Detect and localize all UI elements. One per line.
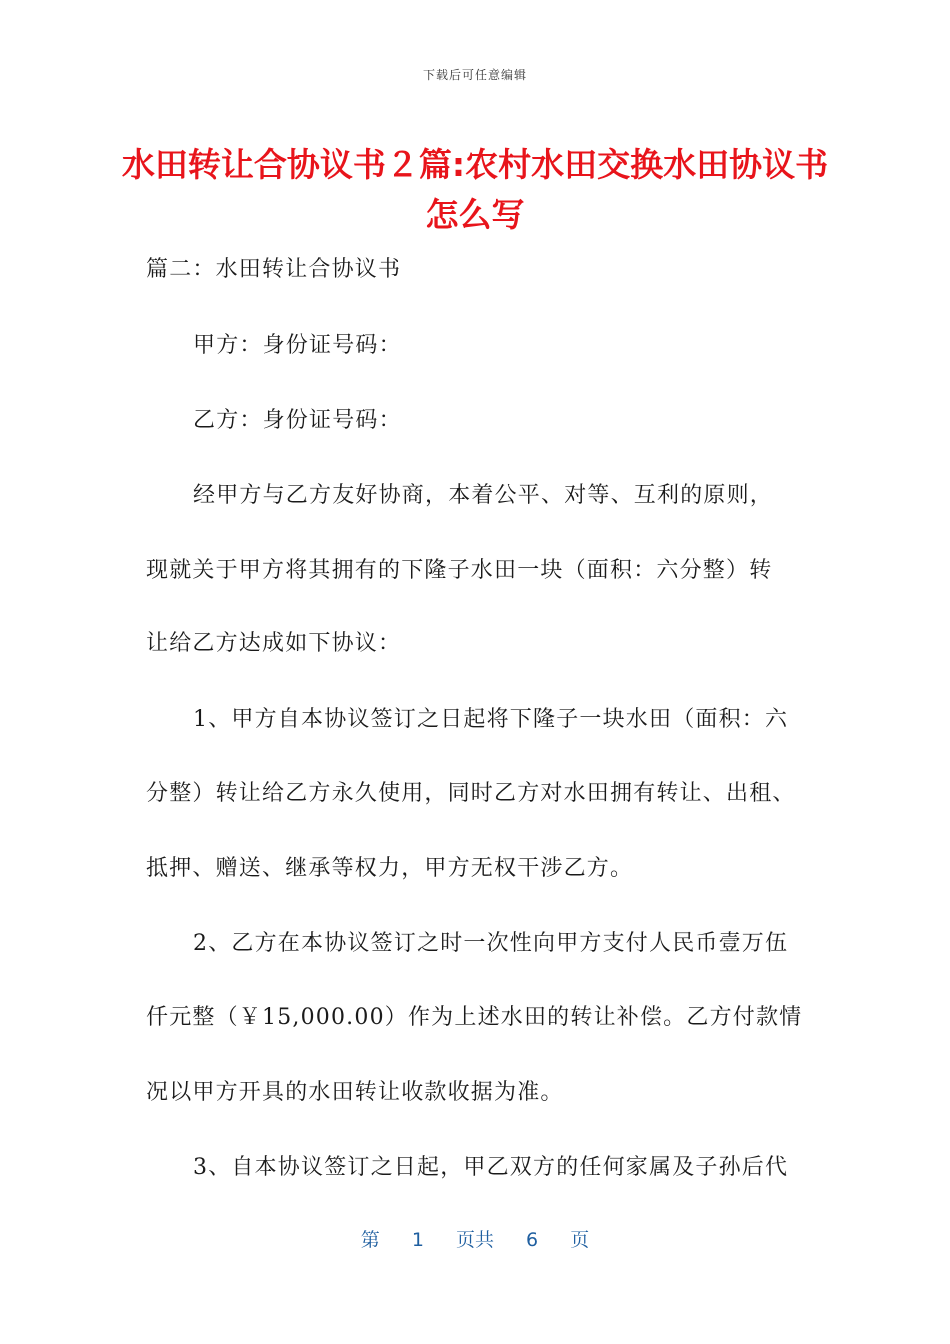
clause-line: 抵押、赠送、继承等权力，甲方无权干涉乙方。 xyxy=(146,856,634,881)
clause-line: 2、乙方在本协议签订之时一次性向甲方支付人民币壹万伍 xyxy=(193,931,789,956)
footer-page-total: 6 xyxy=(526,1229,539,1251)
header-note: 下载后可任意编辑 xyxy=(422,68,527,82)
clause-line: 3、自本协议签订之日起，甲乙双方的任何家属及子孙后代 xyxy=(193,1155,789,1180)
clause-line: 况以甲方开具的水田转让收款收据为准。 xyxy=(146,1080,564,1105)
party-b-line: 乙方：身份证号码： xyxy=(193,408,402,433)
footer-mid: 页共 xyxy=(455,1229,494,1251)
section-heading: 篇二：水田转让合协议书 xyxy=(146,257,402,282)
footer-page-current: 1 xyxy=(411,1229,424,1251)
clause-line: 仟元整（￥15,000.00）作为上述水田的转让补偿。乙方付款情 xyxy=(146,1005,803,1030)
paragraph-line: 经甲方与乙方友好协商，本着公平、对等、互利的原则， xyxy=(193,483,774,508)
footer-prefix: 第 xyxy=(360,1229,380,1251)
clause-line: 分整）转让给乙方永久使用，同时乙方对水田拥有转让、出租、 xyxy=(146,781,796,806)
footer-suffix: 页 xyxy=(570,1229,590,1251)
clause-line: 1、甲方自本协议签订之日起将下隆子一块水田（面积：六 xyxy=(193,707,789,732)
paragraph-line: 让给乙方达成如下协议： xyxy=(146,631,402,656)
party-a-line: 甲方：身份证号码： xyxy=(193,333,402,358)
paragraph-line: 现就关于甲方将其拥有的下隆子水田一块（面积：六分整）转 xyxy=(146,558,773,583)
document-title: 水田转让合协议书２篇:农村水田交换水田协议书怎么写 xyxy=(121,145,829,234)
page-footer xyxy=(0,1225,950,1252)
